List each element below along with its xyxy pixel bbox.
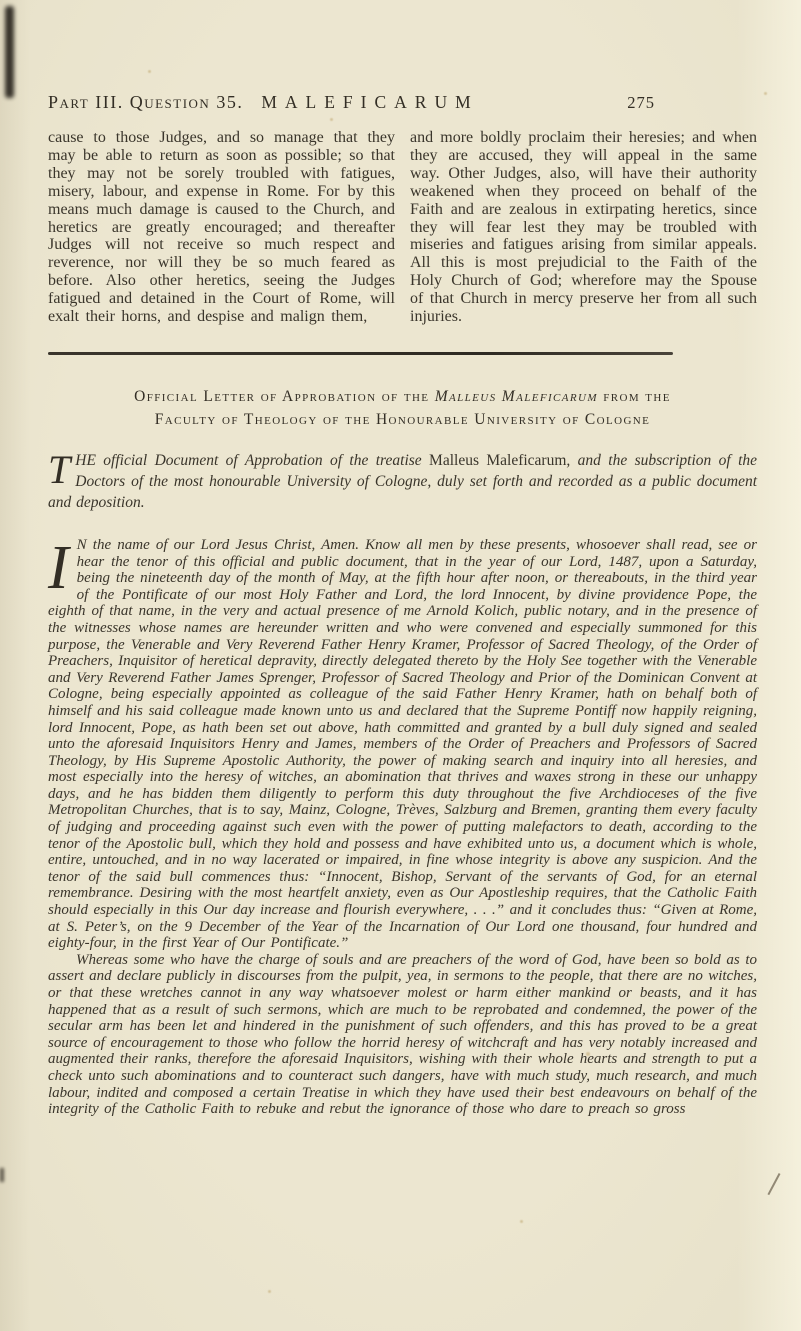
- scan-edge-artifact: [5, 6, 14, 98]
- approbation-heading-line1: Official Letter of Approbation of the Malleus Maleficarum from the: [134, 387, 671, 405]
- drop-cap-T: T: [48, 446, 71, 492]
- page-number: 275: [627, 93, 655, 112]
- running-header: [48, 92, 757, 113]
- book-title: MALEFICARUM: [261, 92, 479, 112]
- approbation-heading: [48, 385, 757, 431]
- section-divider-rule: [48, 352, 673, 355]
- approbation-intro-paragraph: [48, 446, 758, 513]
- intro-text: HE official Document of Approbation of the treatise Malleus Maleficarum, and the subscription of the Doctors of the most honourable University of Cologne, duly set forth and recorded as a public document and deposition.: [48, 451, 758, 511]
- two-column-text: [48, 129, 757, 326]
- part-question-label: Part III. Question 35.: [48, 92, 244, 112]
- document-paragraph-1: [48, 533, 757, 952]
- paragraph-2-text: Whereas some who have the charge of souls and are preachers of the word of God, have been so bold as to assert and declare publicly in discourses from the pulpit, yea, in sermons to the people, that there are no witches, or that these wretches cannot in any way whatsoever molest or harm either mankind or beasts, and it has happened that as a result of such sermons, which are much to be reprobated and condemned, the power of the secular arm has been let and hindered in the punishment of such offenders, and this has proved to be a great source of encouragement to those who follow the horrid heresy of witchcraft and has very notably increased and augmented their ranks, therefore the aforesaid Inquisitors, wishing with their whole hearts and strength to put a check unto such abominations and to counteract such dangers, have with much study, much research, and much labour, indited and composed a certain Treatise in which they have used their best endeavours on behalf of the integrity of the Catholic Faith to rebuke and rebut the ignorance of those who dare to preach so gross: [48, 951, 757, 1118]
- left-column-text: cause to those Judges, and so manage that they may be able to return as soon as possible; so that they may not be sorely troubled with fatigues, misery, labour, and expense in Rome. For by this means much damage is caused to the Church, and heretics are greatly encouraged; and thereafter Judges will not receive so much respect and reverence, nor will they be so much feared as before. Also other heretics, seeing the Judges fatigued and detained in the Court of Rome, will exalt their horns, and despise and malign them,: [48, 129, 395, 326]
- paragraph-1-text: N the name of our Lord Jesus Christ, Amen. Know all men by these presents, whosoever shall read, see or hear the tenor of this official and public document, that in the year of our Lord, 1487, upon a Saturday, being the nineteenth day of the month of May, at the fifth hour after noon, or thereabouts, in the third year of the Pontificate of our most Holy Father and Lord, the lord Innocent, by divine providence Pope, the eighth of that name, in the very and actual presence of me Arnold Kolich, public notary, and in the presence of the witnesses whose names are hereunder written and who were convened and especially summoned for this purpose, the Venerable and Very Reverend Father Henry Kramer, Professor of Sacred Theology, of the Order of Preachers, Inquisitor of heretical depravity, directly delegated thereto by the Holy See together with the Venerable and Very Reverend Father James Sprenger, Professor of Sacred Theology and Prior of the Dominican Convent at Cologne, being especially appointed as colleague of the said Father Henry Kramer, hath on behalf both of himself and his said colleague made known unto us and declared that the Supreme Pontiff now happily reigning, lord Innocent, Pope, as hath been set out above, hath committed and granted by a bull duly signed and sealed unto the aforesaid Inquisitors Henry and James, members of the Order of Preachers and Professors of Sacred Theology, by His Supreme Apostolic Authority, the power of making search and inquiry into all heresies, and most especially into the heresy of witches, an abomination that thrives and waxes strong in these our unhappy days, and he has bidden them diligently to perform this duty throughout the five Archdioceses of the five Metropolitan Churches, that is to say, Mainz, Cologne, Trèves, Salzburg and Bremen, granting them every faculty of judging and proceeding against such even with the power of putting malefactors to death, according to the tenor of the Apostolic bull, which they hold and possess and have exhibited unto us, a document which is whole, entire, untouched, and in no way lacerated or impaired, in fine whose integrity is above any suspicion. And the tenor of the said bull commences thus: “Innocent, Bishop, Servant of the servants of God, for an eternal remembrance. Desiring with the most heartfelt anxiety, even as Our Apostleship requires, that the Catholic Faith should especially in this Our day increase and flourish everywhere, . . .” and it concludes thus: “Given at Rome, at S. Peter’s, on the 9 December of the Year of the Incarnation of Our Lord one thousand, four hundred and eighty-four, in the first Year of Our Pontificate.”: [48, 536, 757, 952]
- scan-edge-artifact-small: [0, 1168, 4, 1182]
- approbation-heading-line2: Faculty of Theology of the Honourable University of Cologne: [154, 410, 651, 428]
- document-paragraph-2: [48, 952, 757, 1118]
- approbation-document-body: [48, 533, 757, 1118]
- right-column-text: and more boldly proclaim their heresies; and when they are accused, they will appeal in the same way. Other Judges, also, will have their authority weakened when they proceed on behalf of the Faith and are zealous in extirpating heretics, since they will fear lest they may be troubled with miseries and fatigues arising from similar appeals. All this is most prejudicial to the Faith of the Holy Church of God; wherefore may the Spouse of that Church in mercy preserve her from all such injuries.: [410, 129, 757, 326]
- drop-cap-I: I: [48, 533, 69, 602]
